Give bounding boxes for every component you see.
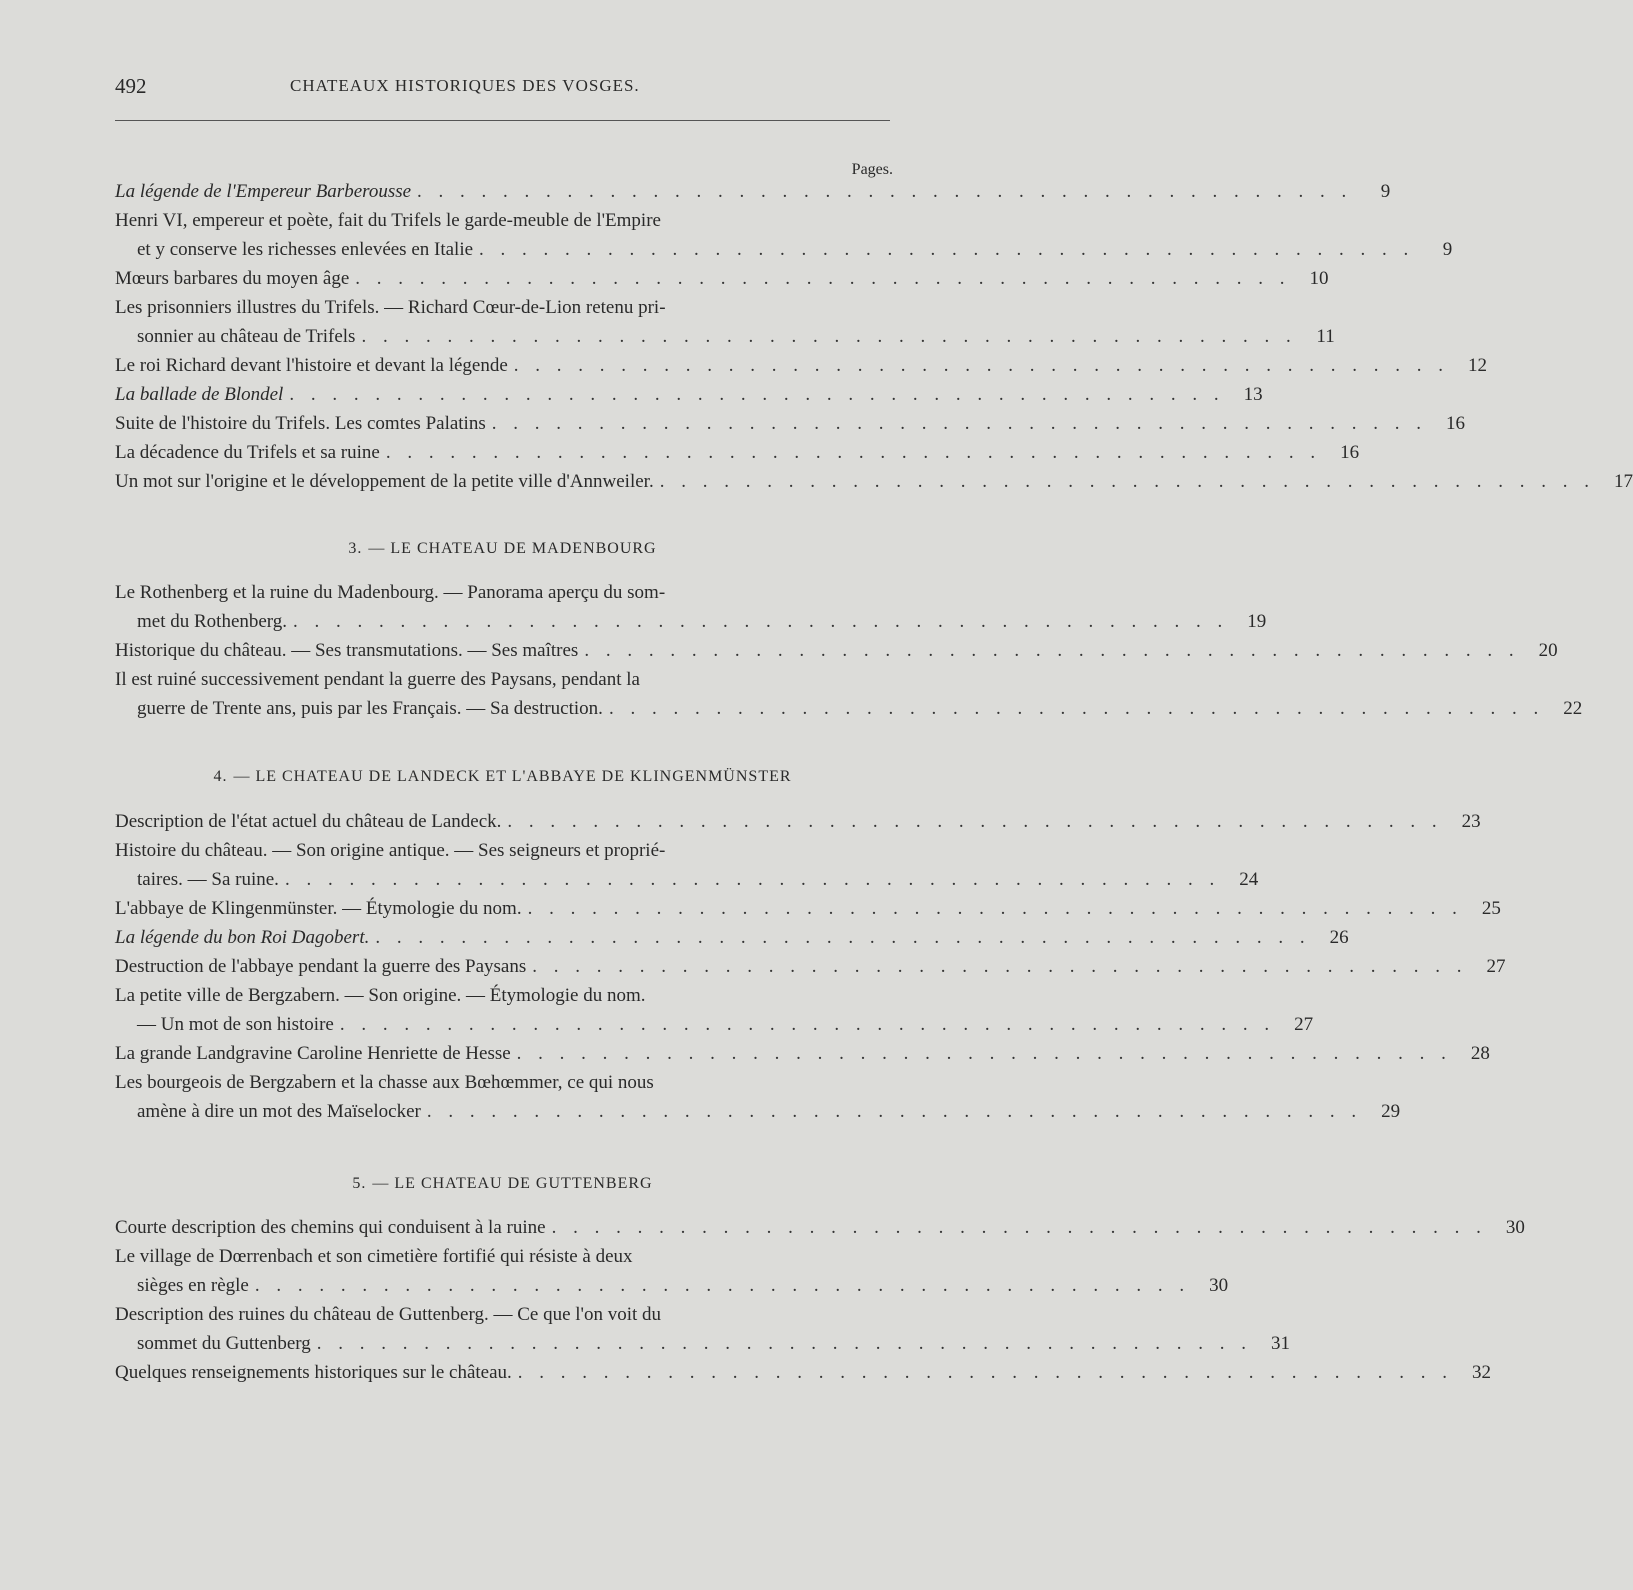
- running-head: [115, 74, 890, 104]
- toc-page-number: 17: [1613, 471, 1633, 492]
- toc-entry-line: [115, 206, 890, 235]
- dot-leader: . . . . . . . . . . . . . . . . . . . . . . . . . . . . . . . . . . . . . . . . . . . .: [479, 239, 1415, 260]
- toc-page-number: 30: [1209, 1275, 1229, 1296]
- toc-entry: [115, 438, 1360, 467]
- toc-entry-line: [115, 894, 1501, 923]
- toc-page-number: 13: [1243, 384, 1263, 405]
- toc-entry: [115, 636, 1558, 665]
- dot-leader: . . . . . . . . . . . . . . . . . . . . . . . . . . . . . . . . . . . . . . . . . . . .: [289, 384, 1225, 405]
- toc-page-number: 28: [1470, 1043, 1490, 1064]
- toc-entry-line: [115, 1213, 1525, 1242]
- toc-entry-text: Le Rothenberg et la ruine du Madenbourg. — Panorama aperçu du som-: [115, 582, 666, 603]
- toc-entry-line: [115, 923, 1349, 952]
- toc-page-number: 30: [1505, 1217, 1525, 1238]
- toc-entry-line: [115, 1010, 1314, 1039]
- toc-entry: [115, 409, 1465, 438]
- toc-entry-text: L'abbaye de Klingenmünster. — Étymologie du nom.: [115, 898, 522, 919]
- toc-entry: [115, 380, 1263, 409]
- toc-entry-text: et y conserve les richesses enlevées en Italie: [137, 239, 474, 260]
- dot-leader: . . . . . . . . . . . . . . . . . . . . . . . . . . . . . . . . . . . . . . . . . . . .: [551, 1217, 1487, 1238]
- dot-leader: . . . . . . . . . . . . . . . . . . . . . . . . . . . . . . . . . . . . . . . . . . . .: [584, 640, 1520, 661]
- dot-leader: . . . . . . . . . . . . . . . . . . . . . . . . . . . . . . . . . . . . . . . . . . . .: [491, 413, 1427, 434]
- toc-entry: [115, 293, 1335, 351]
- toc-entry-line: [115, 380, 1263, 409]
- dot-leader: . . . . . . . . . . . . . . . . . . . . . . . . . . . . . . . . . . . . . . . . . . . .: [608, 698, 1545, 719]
- toc-entry: [115, 1300, 1291, 1358]
- toc-entry: [115, 807, 1481, 836]
- toc-entry-text: La légende de l'Empereur Barberousse: [115, 181, 412, 202]
- toc-entry: [115, 1068, 1401, 1126]
- toc-page-number: 16: [1445, 413, 1465, 434]
- toc-entry-text: sommet du Guttenberg: [137, 1333, 311, 1354]
- section-title: — LE CHATEAU DE MADENBOURG: [368, 540, 657, 557]
- toc-entry-text: Description de l'état actuel du château de Landeck.: [115, 811, 502, 832]
- toc-entry-text: Mœurs barbares du moyen âge: [115, 268, 350, 289]
- dot-leader: . . . . . . . . . . . . . . . . . . . . . . . . . . . . . . . . . . . . . . . . . . . .: [339, 1014, 1276, 1035]
- toc-entry-line: [115, 409, 1465, 438]
- toc-page-number: 32: [1472, 1362, 1492, 1383]
- toc-entry-text: La grande Landgravine Caroline Henriette de Hesse: [115, 1043, 511, 1064]
- toc-entry-line: [115, 1039, 1490, 1068]
- toc-entry-text: Le roi Richard devant l'histoire et devant la légende: [115, 355, 508, 376]
- toc-entry-line: [115, 293, 890, 322]
- dot-leader: . . . . . . . . . . . . . . . . . . . . . . . . . . . . . . . . . . . . . . . . . . . .: [375, 927, 1311, 948]
- toc-entry-line: [115, 1097, 1401, 1126]
- dot-leader: . . . . . . . . . . . . . . . . . . . . . . . . . . . . . . . . . . . . . . . . . . . .: [507, 811, 1443, 832]
- page-number: 492: [115, 74, 147, 98]
- header-rule: [115, 120, 890, 121]
- toc-entry-text: La ballade de Blondel: [115, 384, 284, 405]
- toc-entry-text: Quelques renseignements historiques sur le château.: [115, 1362, 512, 1383]
- toc-entry-line: [115, 607, 1267, 636]
- toc-entry-text: La petite ville de Bergzabern. — Son origine. — Étymologie du nom.: [115, 985, 646, 1006]
- toc-entry: [115, 351, 1488, 380]
- toc-entry-line: [115, 467, 1633, 496]
- toc-entry: [115, 206, 1453, 264]
- pages-column-label: Pages.: [851, 161, 893, 178]
- dot-leader: . . . . . . . . . . . . . . . . . . . . . . . . . . . . . . . . . . . . . . . . . . . .: [254, 1275, 1191, 1296]
- toc-page-number: 27: [1294, 1014, 1314, 1035]
- toc-entry-text: Destruction de l'abbaye pendant la guerre des Paysans: [115, 956, 527, 977]
- section-number: 5.: [352, 1175, 367, 1192]
- toc-entry-line: [115, 1329, 1291, 1358]
- toc-entry: [115, 1358, 1492, 1387]
- dot-leader: . . . . . . . . . . . . . . . . . . . . . . . . . . . . . . . . . . . . . . . . . . . .: [284, 869, 1221, 890]
- toc-entry-text: Historique du château. — Ses transmutations. — Ses maîtres: [115, 640, 579, 661]
- toc-entry-text: Suite de l'histoire du Trifels. Les comtes Palatins: [115, 413, 486, 434]
- toc-entry-text: Les bourgeois de Bergzabern et la chasse aux Bœhœmmer, ce qui nous: [115, 1072, 654, 1093]
- toc-page-number: 9: [1380, 181, 1391, 202]
- dot-leader: . . . . . . . . . . . . . . . . . . . . . . . . . . . . . . . . . . . . . . . . . . . .: [417, 181, 1353, 202]
- toc-page-number: 10: [1309, 268, 1329, 289]
- toc-entry-text: — Un mot de son histoire: [137, 1014, 334, 1035]
- toc-entry-line: [115, 438, 1360, 467]
- toc-page-number: 25: [1481, 898, 1501, 919]
- toc-entry-line: [115, 578, 890, 607]
- book-title: CHATEAUX HISTORIQUES DES VOSGES.: [290, 76, 640, 95]
- toc-entry-text: Les prisonniers illustres du Trifels. — Richard Cœur-de-Lion retenu pri-: [115, 297, 666, 318]
- toc-page-number: 12: [1468, 355, 1488, 376]
- dot-leader: . . . . . . . . . . . . . . . . . . . . . . . . . . . . . . . . . . . . . . . . . . . .: [513, 355, 1450, 376]
- toc-entry-text: guerre de Trente ans, puis par les Français. — Sa destruction.: [137, 698, 603, 719]
- toc-entry-line: [115, 836, 890, 865]
- dot-leader: . . . . . . . . . . . . . . . . . . . . . . . . . . . . . . . . . . . . . . . . . . . .: [293, 611, 1229, 632]
- toc-page-number: 22: [1563, 698, 1583, 719]
- toc-page-number: 9: [1442, 239, 1453, 260]
- toc-entry-text: Un mot sur l'origine et le développement de la petite ville d'Annweiler.: [115, 471, 654, 492]
- toc-entry-text: Il est ruiné successivement pendant la guerre des Paysans, pendant la: [115, 669, 640, 690]
- toc-entry: [115, 578, 1267, 636]
- section-number: 3.: [348, 540, 363, 557]
- toc-entry-text: Histoire du château. — Son origine antique. — Ses seigneurs et proprié-: [115, 840, 666, 861]
- toc-page-number: 19: [1247, 611, 1267, 632]
- dot-leader: . . . . . . . . . . . . . . . . . . . . . . . . . . . . . . . . . . . . . . . . . . . .: [527, 898, 1463, 919]
- toc-entry-line: [115, 636, 1558, 665]
- dot-leader: . . . . . . . . . . . . . . . . . . . . . . . . . . . . . . . . . . . . . . . . . . . .: [385, 442, 1322, 463]
- toc-page-number: 26: [1329, 927, 1349, 948]
- dot-leader: . . . . . . . . . . . . . . . . . . . . . . . . . . . . . . . . . . . . . . . . . . . .: [516, 1043, 1452, 1064]
- toc-entry-line: [115, 264, 1329, 293]
- toc-entry-line: [115, 235, 1453, 264]
- toc-page-number: 20: [1538, 640, 1558, 661]
- toc-entry-line: [115, 1358, 1492, 1387]
- toc-entry-text: met du Rothenberg.: [137, 611, 288, 632]
- section-title: — LE CHATEAU DE LANDECK ET L'ABBAYE DE KLINGENMÜNSTER: [233, 768, 792, 785]
- toc-entry-text: sièges en règle: [137, 1275, 249, 1296]
- toc-entry-line: [115, 952, 1506, 981]
- dot-leader: . . . . . . . . . . . . . . . . . . . . . . . . . . . . . . . . . . . . . . . . . . . .: [316, 1333, 1253, 1354]
- toc-entry: [115, 264, 1329, 293]
- toc-entry-line: [115, 322, 1335, 351]
- toc-entry-line: [115, 665, 890, 694]
- toc-page-number: 23: [1461, 811, 1481, 832]
- section-heading-3: [115, 540, 890, 558]
- section-heading-5: [115, 1175, 890, 1193]
- toc-entry-text: taires. — Sa ruine.: [137, 869, 279, 890]
- toc-entry-text: La légende du bon Roi Dagobert.: [115, 927, 370, 948]
- toc-page-number: 11: [1316, 326, 1335, 347]
- dot-leader: . . . . . . . . . . . . . . . . . . . . . . . . . . . . . . . . . . . . . . . . . . . .: [361, 326, 1297, 347]
- toc-entry-text: Description des ruines du château de Guttenberg. — Ce que l'on voit du: [115, 1304, 662, 1325]
- section-number: 4.: [213, 768, 228, 785]
- toc-page-number: 27: [1486, 956, 1506, 977]
- toc-entry-text: amène à dire un mot des Maïselocker: [137, 1101, 421, 1122]
- toc-entry-line: [115, 807, 1481, 836]
- toc-entry-line: [115, 177, 1391, 206]
- toc-entry: [115, 177, 1391, 206]
- toc-entry-line: [115, 1068, 890, 1097]
- toc-entry: [115, 665, 1583, 723]
- toc-entry-line: [115, 981, 890, 1010]
- section-title: — LE CHATEAU DE GUTTENBERG: [372, 1175, 653, 1192]
- toc-entry-line: [115, 1271, 1229, 1300]
- section-heading-4: [115, 768, 890, 786]
- toc-entry-text: La décadence du Trifels et sa ruine: [115, 442, 380, 463]
- toc-page-number: 24: [1239, 869, 1259, 890]
- toc-entry: [115, 923, 1349, 952]
- dot-leader: . . . . . . . . . . . . . . . . . . . . . . . . . . . . . . . . . . . . . . . . . . . .: [532, 956, 1468, 977]
- toc-entry-line: [115, 1242, 890, 1271]
- dot-leader: . . . . . . . . . . . . . . . . . . . . . . . . . . . . . . . . . . . . . . . . . . . .: [355, 268, 1291, 289]
- toc-entry: [115, 1039, 1490, 1068]
- toc-entry-line: [115, 351, 1488, 380]
- toc-page-number: 29: [1381, 1101, 1401, 1122]
- toc-entry: [115, 894, 1501, 923]
- toc-entry: [115, 1213, 1525, 1242]
- toc-entry-line: [115, 865, 1259, 894]
- toc-entry-line: [115, 694, 1583, 723]
- toc-entry: [115, 1242, 1229, 1300]
- toc-entry-text: Le village de Dœrrenbach et son cimetière fortifié qui résiste à deux: [115, 1246, 633, 1267]
- toc-entry-text: Henri VI, empereur et poète, fait du Trifels le garde-meuble de l'Empire: [115, 210, 661, 231]
- toc-entry: [115, 467, 1633, 496]
- toc-entry: [115, 952, 1506, 981]
- toc-entry-line: [115, 1300, 890, 1329]
- dot-leader: . . . . . . . . . . . . . . . . . . . . . . . . . . . . . . . . . . . . . . . . . . . .: [426, 1101, 1363, 1122]
- dot-leader: . . . . . . . . . . . . . . . . . . . . . . . . . . . . . . . . . . . . . . . . . . . .: [517, 1362, 1454, 1383]
- toc-page-number: 16: [1340, 442, 1360, 463]
- toc-entry-text: sonnier au château de Trifels: [137, 326, 356, 347]
- toc-entry: [115, 836, 1259, 894]
- toc-page-number: 31: [1271, 1333, 1291, 1354]
- dot-leader: . . . . . . . . . . . . . . . . . . . . . . . . . . . . . . . . . . . . . . . . . . . .: [659, 471, 1595, 492]
- toc-entry-text: Courte description des chemins qui conduisent à la ruine: [115, 1217, 546, 1238]
- toc-entry: [115, 981, 1314, 1039]
